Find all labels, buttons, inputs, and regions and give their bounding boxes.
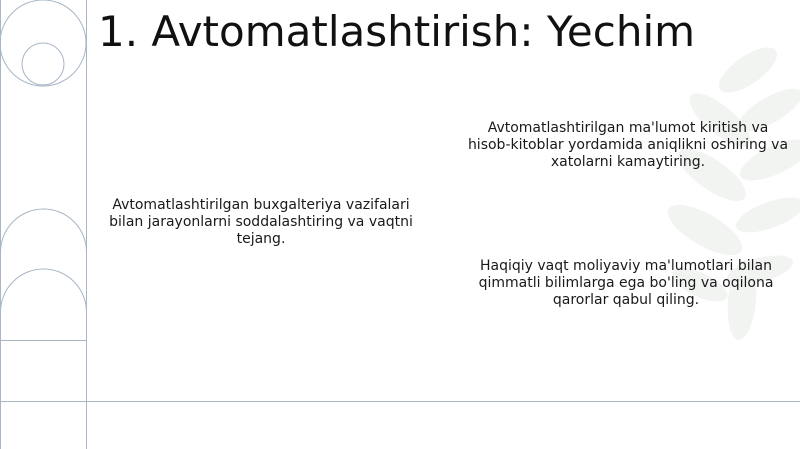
- point-text-insights: Haqiqiy vaqt moliyaviy ma'lumotlari bilan qimmatli bilimlarga ega bo'ling va oqilona qarorlar qabul qiling.: [478, 258, 774, 308]
- point-text-time-saving: Avtomatlashtirilgan buxgalteriya vazifalari bilan jarayonlarni soddalashtiring va vaqtni tejang.: [109, 197, 413, 247]
- point-text-accuracy: Avtomatlashtirilgan ma'lumot kiritish va hisob-kitoblar yordamida aniqlikni oshiring va xatolarni kamaytiring.: [467, 120, 789, 170]
- slide-title: 1. Avtomatlashtirish: Yechim: [98, 7, 696, 56]
